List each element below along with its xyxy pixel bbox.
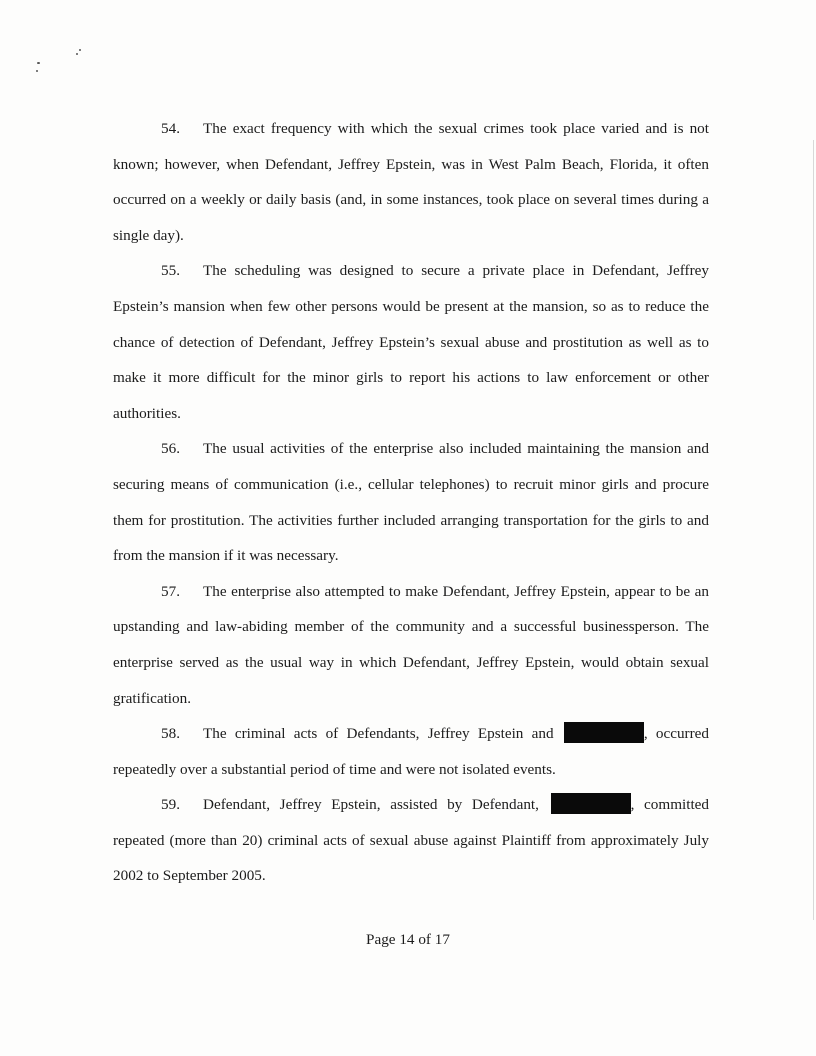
paragraph-number: 55. <box>161 262 180 280</box>
scan-speck <box>79 49 81 51</box>
paragraph-text-before: Defendant, Jeffrey Epstein, assisted by Defendant, <box>203 796 539 814</box>
paragraph-text: The scheduling was designed to secure a private place in Defendant, Jeffrey Epstein’s mansion when few other persons would be present at the mansion, so as to reduce the chance of detection of Defendant, Jeffrey Epstein’s sexual abuse and prostitution as well as to make it more difficult for the minor girls to report his actions to law enforcement or other authorities. <box>113 262 709 422</box>
paragraph-56 <box>113 431 709 573</box>
paragraph-text: The usual activities of the enterprise also included maintaining the mansion and securing means of communication (i.e., cellular telephones) to recruit minor girls and procure them for prostitution. The activities further included arranging transportation for the girls to and from the mansion if it was necessary. <box>113 440 709 565</box>
page-number-label: Page 14 of 17 <box>366 931 450 948</box>
paragraph-59 <box>113 787 709 894</box>
scan-speck <box>37 62 40 64</box>
paragraph-text: The exact frequency with which the sexual crimes took place varied and is not known; however, when Defendant, Jeffrey Epstein, was in West Palm Beach, Florida, it often occurred on a weekly or daily basis (and, in some instances, took place on several times during a single day). <box>113 120 709 244</box>
paragraph-number: 59. <box>161 796 180 814</box>
paragraph-number: 57. <box>161 582 180 600</box>
scan-speck <box>76 53 78 55</box>
page-footer <box>0 931 816 949</box>
paragraph-55 <box>113 253 709 431</box>
redaction-block <box>551 793 631 814</box>
paragraph-54 <box>113 111 709 253</box>
scan-speck <box>36 70 38 72</box>
paragraph-number: 54. <box>161 120 180 137</box>
paragraph-58 <box>113 716 709 787</box>
paragraph-text-after: , occurred repeatedly over a substantial period of time and were not isolated events. <box>113 725 710 778</box>
paragraph-text-after: , committed repeated (more than 20) criminal acts of sexual abuse against Plaintiff from approximately July 2002 to September 2005. <box>113 796 709 885</box>
paragraph-number: 58. <box>161 725 180 743</box>
redaction-block <box>564 722 644 743</box>
paragraph-text-before: The criminal acts of Defendants, Jeffrey Epstein and <box>203 725 554 743</box>
paragraph-57 <box>113 574 709 716</box>
document-body <box>113 111 709 894</box>
scan-edge-line <box>813 140 814 920</box>
paragraph-number: 56. <box>161 440 180 458</box>
paragraph-text: The enterprise also attempted to make Defendant, Jeffrey Epstein, appear to be an upstanding and law-abiding member of the community and a successful businessperson. The enterprise served as the usual way in which Defendant, Jeffrey Epstein, would obtain sexual gratification. <box>113 582 709 707</box>
